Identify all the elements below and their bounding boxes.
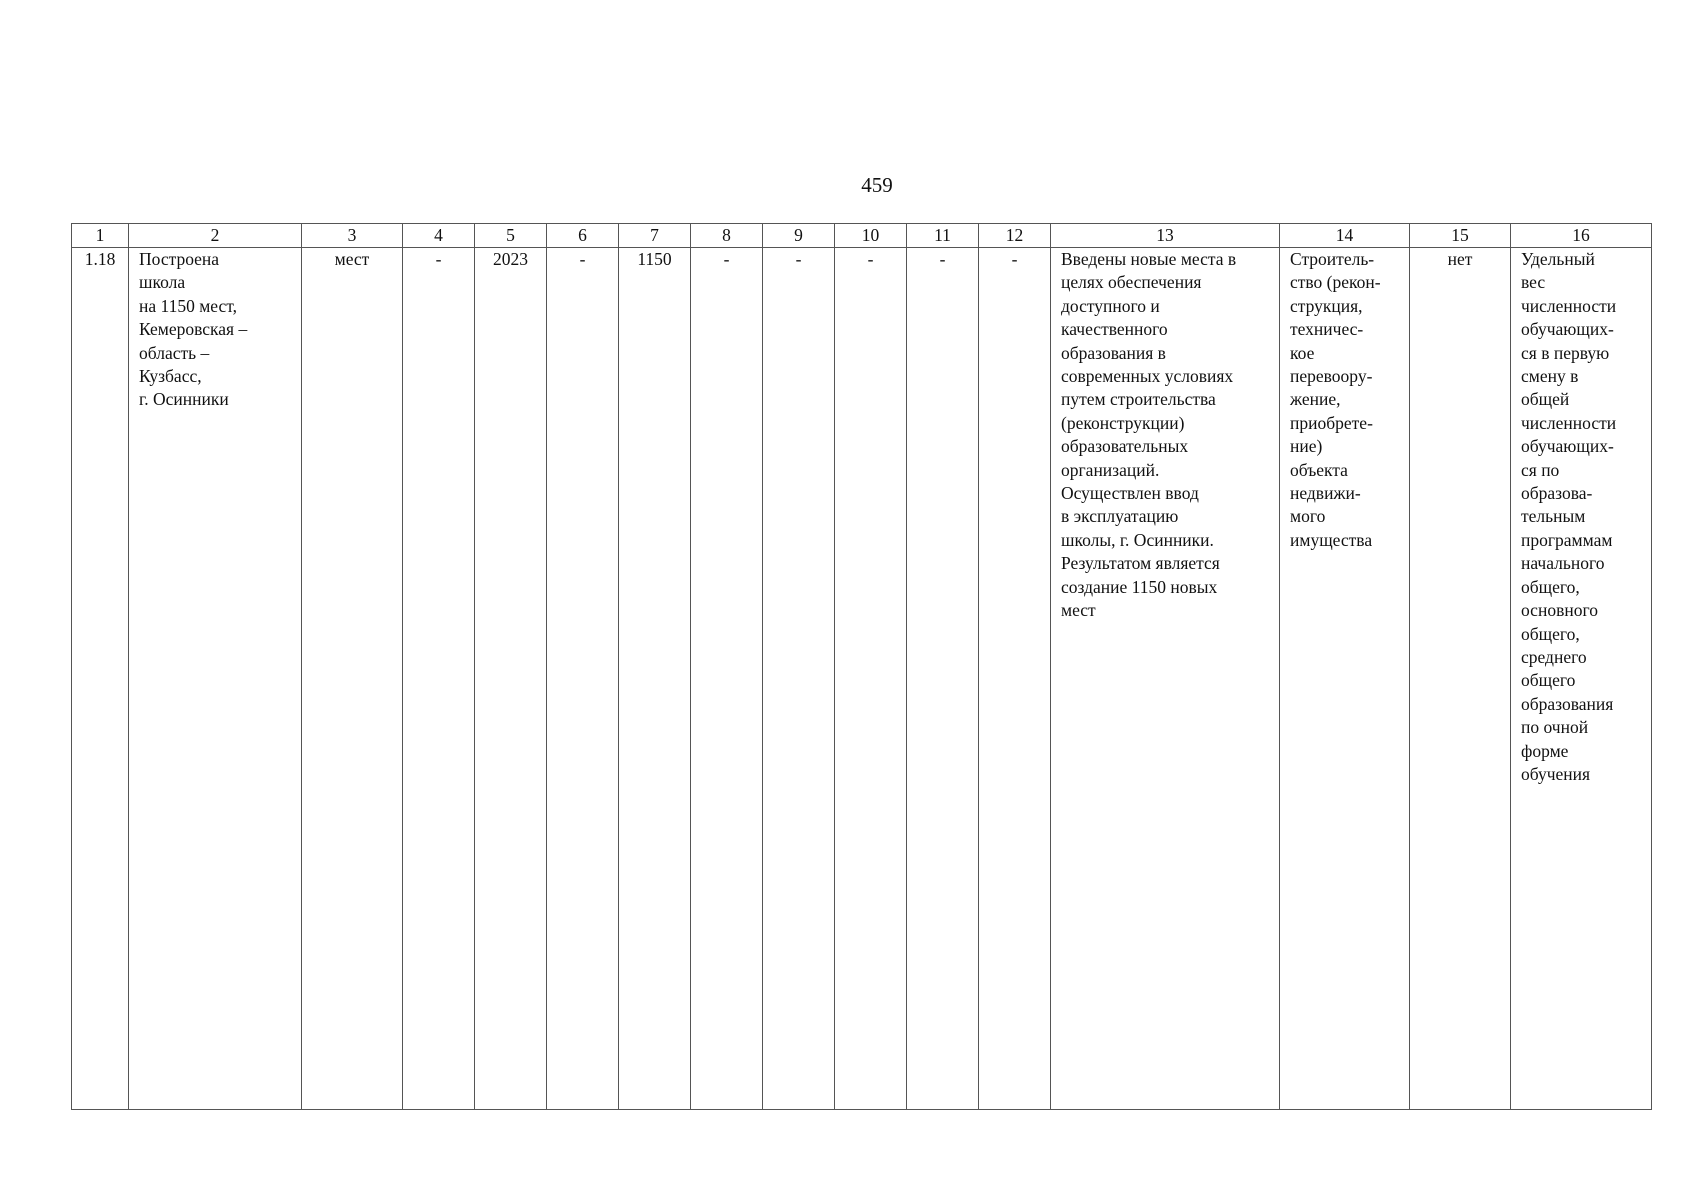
value-cell: - bbox=[403, 248, 475, 1110]
value-cell: - bbox=[763, 248, 835, 1110]
header-cell: 15 bbox=[1410, 224, 1511, 248]
header-cell: 11 bbox=[907, 224, 979, 248]
value-cell: - bbox=[691, 248, 763, 1110]
description-cell: Введены новые места в целях обеспечения доступного и качественного образования в современных условиях путем строительства (реконструкции) образовательных организаций. Осуществлен ввод в эксплуатацию школы, г. Осинники. Результатом является создание 1150 новых мест bbox=[1051, 248, 1280, 1110]
header-cell: 13 bbox=[1051, 224, 1280, 248]
indicator-cell: Удельный вес численности обучающих- ся в первую смену в общей численности обучающих- ся по образова- тельным программам начального общего, основного общего, среднего общего образования по очной форме обучения bbox=[1511, 248, 1652, 1110]
header-cell: 12 bbox=[979, 224, 1051, 248]
row-number-cell: 1.18 bbox=[72, 248, 129, 1110]
unit-cell: мест bbox=[302, 248, 403, 1110]
header-cell: 2 bbox=[129, 224, 302, 248]
header-cell: 7 bbox=[619, 224, 691, 248]
header-cell: 4 bbox=[403, 224, 475, 248]
value-cell: - bbox=[979, 248, 1051, 1110]
result-name-cell: Построена школа на 1150 мест, Кемеровская – область – Кузбасс, г. Осинники bbox=[129, 248, 302, 1110]
value-cell: - bbox=[835, 248, 907, 1110]
header-cell: 9 bbox=[763, 224, 835, 248]
page-number: 459 bbox=[861, 173, 893, 197]
result-type-cell: Строитель- ство (рекон- струкция, техничес- кое перевоору- жение, приобрете- ние) объекта недвижи- мого имущества bbox=[1280, 248, 1410, 1110]
value-cell: 1150 bbox=[619, 248, 691, 1110]
header-cell: 8 bbox=[691, 224, 763, 248]
header-cell: 14 bbox=[1280, 224, 1410, 248]
value-cell: - bbox=[907, 248, 979, 1110]
header-cell: 5 bbox=[475, 224, 547, 248]
indicators-table bbox=[71, 223, 1652, 1110]
header-cell: 16 bbox=[1511, 224, 1652, 248]
flag-cell: нет bbox=[1410, 248, 1511, 1110]
header-cell: 3 bbox=[302, 224, 403, 248]
table-header-row bbox=[72, 224, 1652, 248]
table-row bbox=[72, 248, 1652, 1110]
header-cell: 1 bbox=[72, 224, 129, 248]
year-cell: 2023 bbox=[475, 248, 547, 1110]
header-cell: 10 bbox=[835, 224, 907, 248]
value-cell: - bbox=[547, 248, 619, 1110]
header-cell: 6 bbox=[547, 224, 619, 248]
